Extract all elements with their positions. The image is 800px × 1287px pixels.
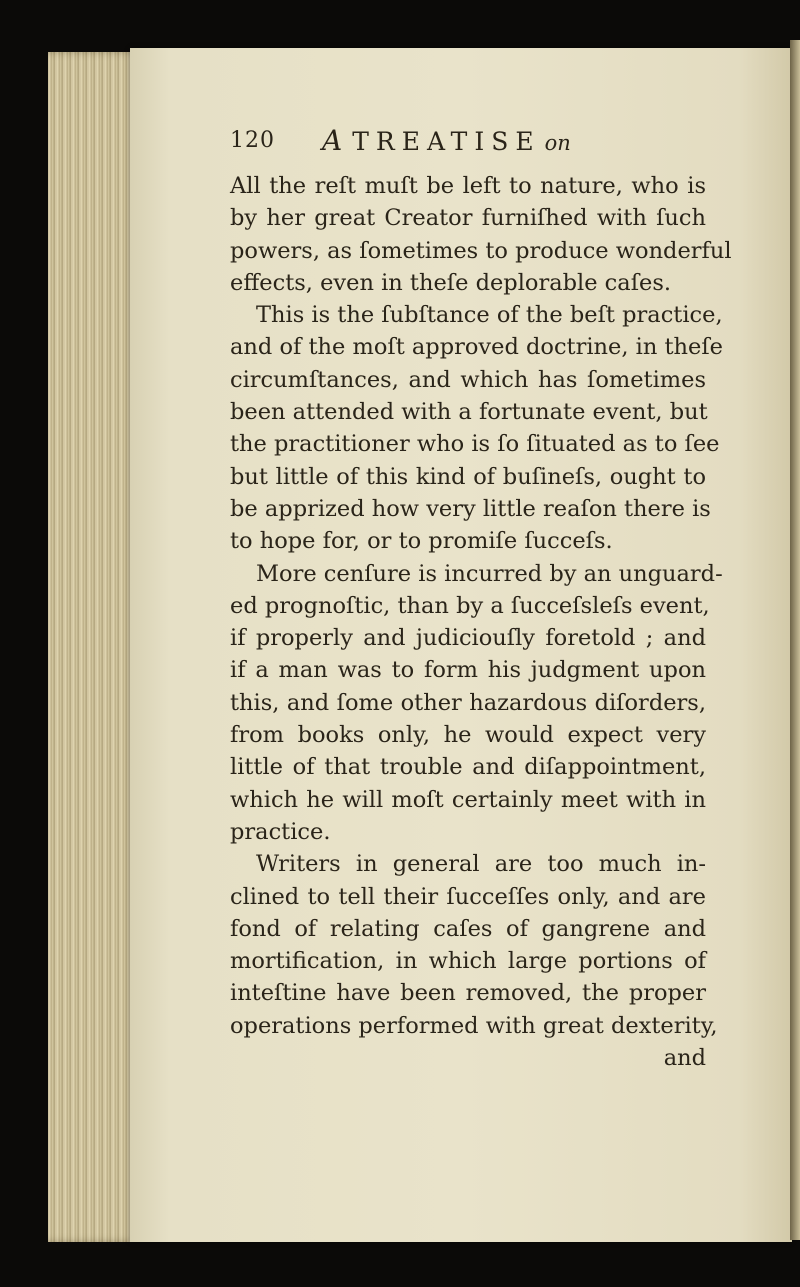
running-head-on: on: [544, 131, 571, 155]
text-line: More cenſure is incurred by an unguard-: [256, 560, 723, 587]
text-line: All the reſt muſt be left to nature, who is: [230, 173, 706, 199]
text-line: by her great Creator furniſhed with ſuch: [230, 205, 706, 232]
text-line: little of that trouble and diſappointment,: [230, 754, 706, 781]
running-head-title: TREATISE: [352, 127, 541, 156]
text-line: if properly and judiciouſly foretold ; and: [230, 625, 706, 652]
text-line: be apprized how very little reaſon there is: [230, 495, 711, 522]
text-line: Writers in general are too much in-: [256, 851, 706, 878]
text-line: fond of relating caſes of gangrene and: [230, 915, 706, 942]
text-line: effects, even in theſe deplorable caſes.: [230, 269, 672, 296]
text-line: from books only, he would expect very: [230, 722, 706, 749]
running-head: [322, 124, 571, 157]
text-line: but little of this kind of buſineſs, ought to: [230, 463, 706, 490]
text-line: This is the ſubſtance of the beſt practice,: [256, 302, 723, 329]
text-line: ed prognoſtic, than by a ſucceſsleſs event,: [230, 592, 710, 619]
text-line: clined to tell their ſucceſſes only, and are: [230, 883, 706, 910]
text-line: inteſtine have been removed, the proper: [230, 980, 706, 1007]
text-line: operations performed with great dexterity,: [230, 1012, 718, 1039]
page-number: 120: [230, 128, 275, 153]
text-line: practice.: [230, 818, 331, 845]
text-line: been attended with a fortunate event, but: [230, 399, 708, 426]
text-line: to hope for, or to promiſe ſucceſs.: [230, 528, 613, 555]
text-line: mortification, in which large portions of: [230, 948, 706, 975]
page-edges: [48, 52, 140, 1242]
text-line: the practitioner who is ſo ſituated as to ſee: [230, 431, 720, 458]
text-block: [230, 124, 732, 1074]
text-line: which he will moſt certainly meet with in: [230, 786, 706, 813]
text-line: circumſtances, and which has ſometimes: [230, 366, 706, 393]
text-line: if a man was to form his judgment upon: [230, 657, 706, 684]
running-head-a: A: [322, 124, 343, 157]
facing-page-edge: [790, 40, 800, 1240]
page-header: [230, 124, 706, 170]
text-line: this, and ſome other hazardous diſorders,: [230, 689, 706, 716]
catchword: and: [663, 1045, 706, 1072]
text-line: powers, as ſometimes to produce wonderful: [230, 237, 732, 264]
text-line: and of the moſt approved doctrine, in theſe: [230, 334, 723, 361]
